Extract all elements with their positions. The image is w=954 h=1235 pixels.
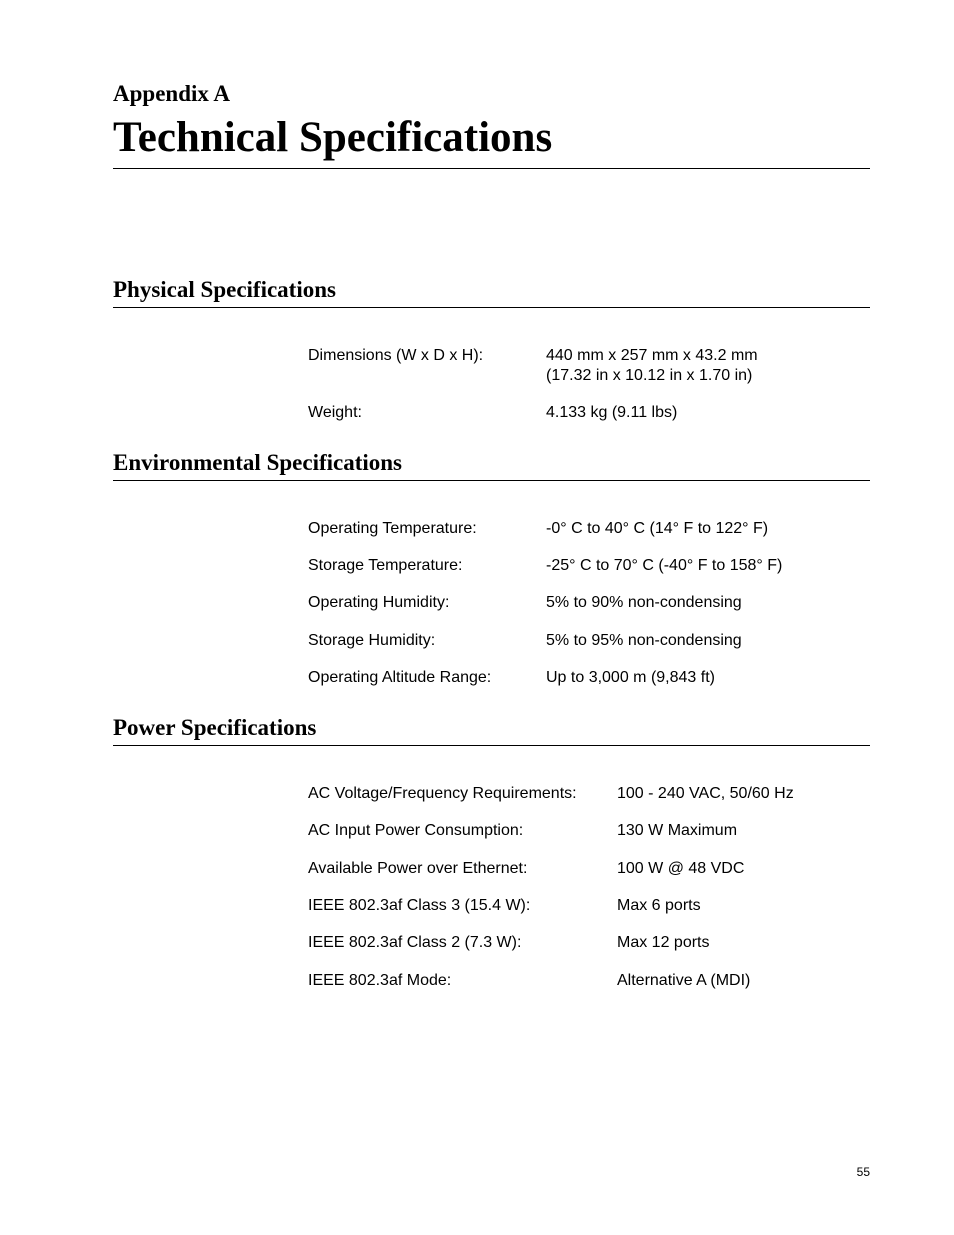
ac-voltage-value: 100 - 240 VAC, 50/60 Hz [617, 785, 794, 802]
poe-mode-value: Alternative A (MDI) [617, 972, 751, 989]
operating-altitude-value: Up to 3,000 m (9,843 ft) [546, 669, 715, 686]
environmental-section-divider [113, 480, 870, 481]
operating-humidity-label: Operating Humidity: [308, 594, 450, 611]
ac-voltage-label: AC Voltage/Frequency Requirements: [308, 785, 577, 802]
dimensions-label: Dimensions (W x D x H): [308, 347, 484, 364]
page-title: Technical Specifications [113, 114, 553, 161]
dimensions-imperial-value: (17.32 in x 10.12 in x 1.70 in) [546, 367, 753, 384]
ac-input-power-label: AC Input Power Consumption: [308, 822, 524, 839]
class3-label: IEEE 802.3af Class 3 (15.4 W): [308, 897, 531, 914]
class2-label: IEEE 802.3af Class 2 (7.3 W): [308, 934, 522, 951]
storage-humidity-value: 5% to 95% non-condensing [546, 632, 742, 649]
power-specifications-heading: Power Specifications [113, 715, 317, 740]
title-divider [113, 168, 870, 169]
appendix-label: Appendix A [113, 81, 230, 106]
weight-label: Weight: [308, 404, 362, 421]
power-section-divider [113, 745, 870, 746]
class2-value: Max 12 ports [617, 934, 710, 951]
class3-value: Max 6 ports [617, 897, 701, 914]
storage-temperature-value: -25° C to 70° C (-40° F to 158° F) [546, 557, 783, 574]
available-poe-label: Available Power over Ethernet: [308, 860, 528, 877]
operating-temperature-label: Operating Temperature: [308, 520, 477, 537]
operating-temperature-value: -0° C to 40° C (14° F to 122° F) [546, 520, 769, 537]
storage-humidity-label: Storage Humidity: [308, 632, 436, 649]
available-poe-value: 100 W @ 48 VDC [617, 860, 745, 877]
environmental-specifications-heading: Environmental Specifications [113, 450, 403, 475]
physical-section-divider [113, 307, 870, 308]
dimensions-metric-value: 440 mm x 257 mm x 43.2 mm [546, 347, 758, 364]
operating-altitude-label: Operating Altitude Range: [308, 669, 492, 686]
page-number: 55 [856, 1165, 870, 1179]
storage-temperature-label: Storage Temperature: [308, 557, 463, 574]
ac-input-power-value: 130 W Maximum [617, 822, 738, 839]
weight-value: 4.133 kg (9.11 lbs) [546, 404, 678, 421]
physical-specifications-heading: Physical Specifications [113, 277, 336, 302]
operating-humidity-value: 5% to 90% non-condensing [546, 594, 742, 611]
poe-mode-label: IEEE 802.3af Mode: [308, 972, 452, 989]
